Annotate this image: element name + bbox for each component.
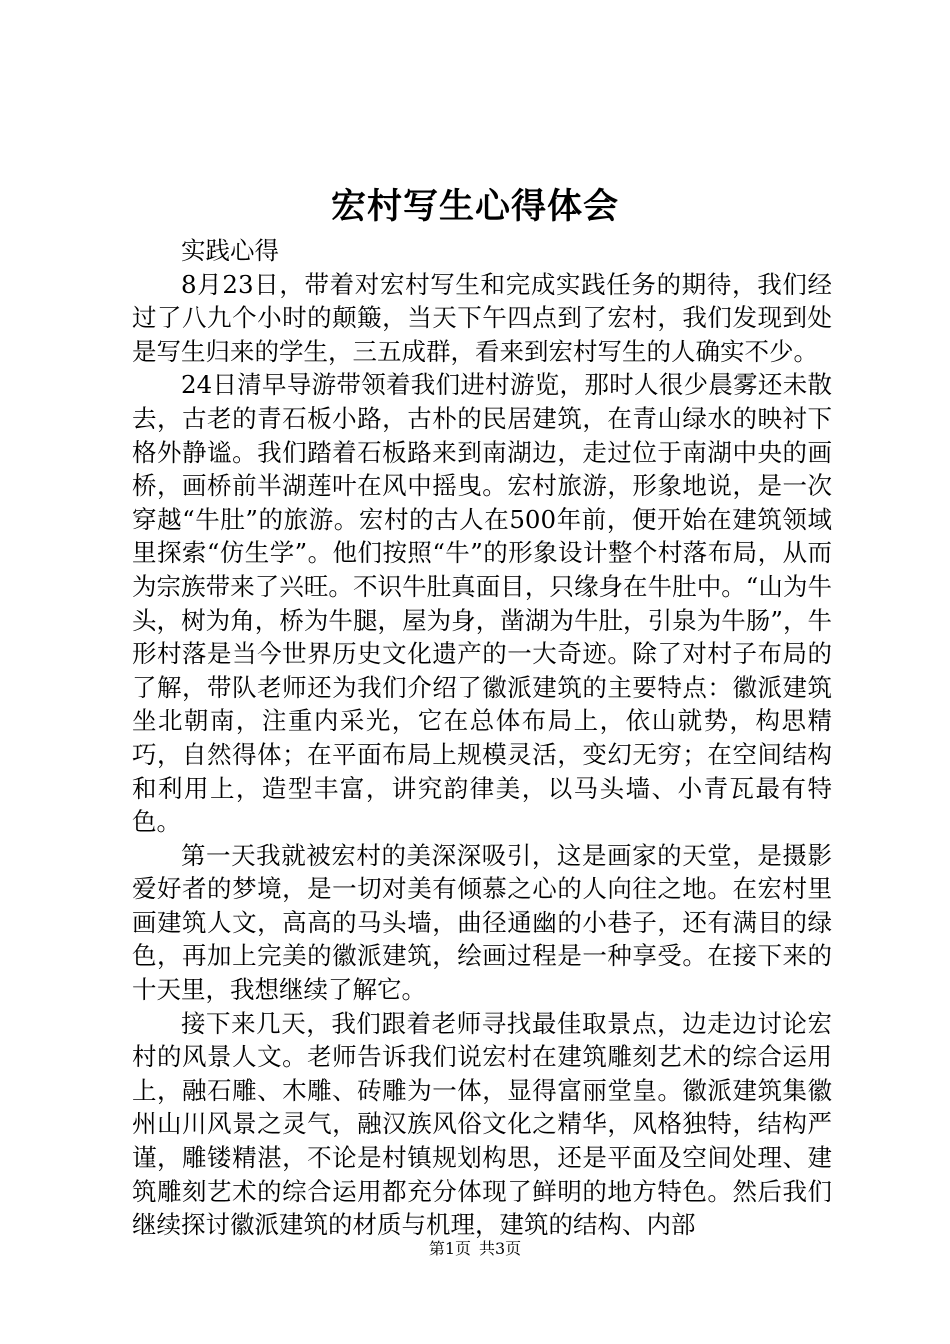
paragraph: 第一天我就被宏村的美深深吸引，这是画家的天堂，是摄影爱好者的梦境，是一切对美有倾慕之心的人向往之地。在宏村里画建筑人文，高高的马头墙，曲径通幽的小巷子，还有满目的绿色，再加上完美的徽派建筑，绘画过程是一种享受。在接下来的十天里，我想继续了解它。 bbox=[132, 840, 832, 1005]
page-footer bbox=[0, 1238, 950, 1260]
paragraph: 24日清早导游带领着我们进村游览，那时人很少晨雾还未散去，古老的青石板小路，古朴的民居建筑，在青山绿水的映衬下格外静谧。我们踏着石板路来到南湖边，走过位于南湖中央的画桥，画桥前半湖莲叶在风中摇曳。宏村旅游，形象地说，是一次穿越“牛肚”的旅游。宏村的古人在500年前，便开始在建筑领域里探索“仿生学”。他们按照“牛”的形象设计整个村落布局，从而为宗族带来了兴旺。不识牛肚真面目，只缘身在牛肚中。“山为牛头，树为角，桥为牛腿，屋为身，凿湖为牛肚，引泉为牛肠”，牛形村落是当今世界历史文化遗产的一大奇迹。除了对村子布局的了解，带队老师还为我们介绍了徽派建筑的主要特点：徽派建筑坐北朝南，注重内采光，它在总体布局上，依山就势，构思精巧，自然得体；在平面布局上规模灵活，变幻无穷；在空间结构和利用上，造型丰富，讲究韵律美，以马头墙、小青瓦最有特色。 bbox=[132, 370, 832, 837]
page-number: 第1页 bbox=[428, 1239, 471, 1258]
section-heading: 实践心得 bbox=[181, 236, 279, 265]
paragraph: 8月23日，带着对宏村写生和完成实践任务的期待，我们经过了八九个小时的颠簸，当天下午四点到了宏村，我们发现到处是写生归来的学生，三五成群，看来到宏村写生的人确实不少。 bbox=[132, 269, 832, 366]
document-title: 宏村写生心得体会 bbox=[330, 187, 619, 227]
page-total: 共3页 bbox=[479, 1239, 522, 1258]
paragraph: 接下来几天，我们跟着老师寻找最佳取景点，边走边讨论宏村的风景人文。老师告诉我们说宏村在建筑雕刻艺术的综合运用上，融石雕、木雕、砖雕为一体，显得富丽堂皇。徽派建筑集徽州山川风景之灵气，融汉族风俗文化之精华，风格独特，结构严谨，雕镂精湛，不论是村镇规划构思，还是平面及空间处理、建筑雕刻艺术的综合运用都充分体现了鲜明的地方特色。然后我们继续探讨徽派建筑的材质与机理，建筑的结构、内部 bbox=[132, 1008, 832, 1240]
document-body bbox=[132, 234, 832, 1242]
